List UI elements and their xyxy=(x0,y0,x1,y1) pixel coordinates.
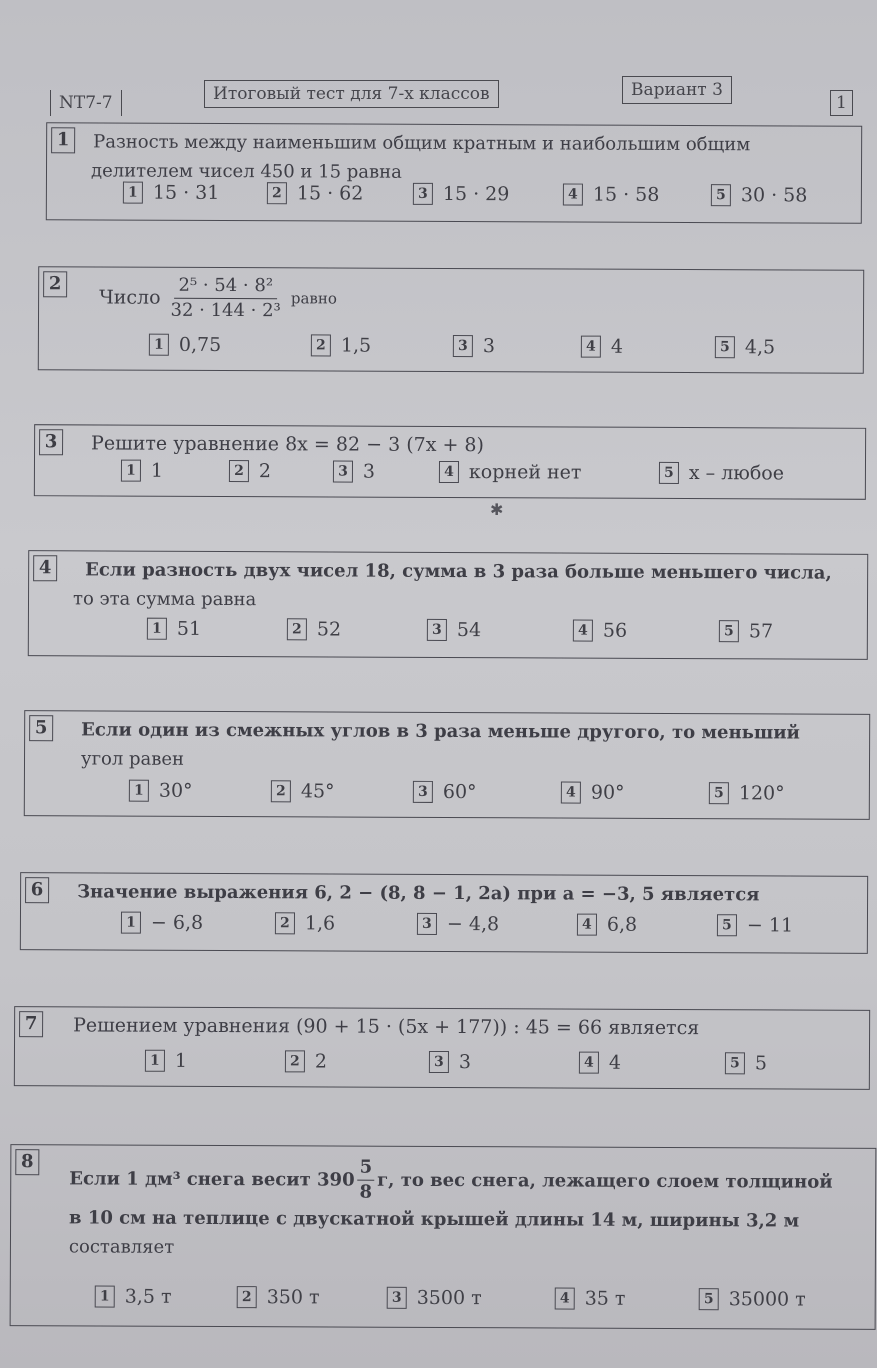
option-value: 15 · 62 xyxy=(296,182,364,205)
option-value: 5 xyxy=(754,1052,768,1075)
fraction-denominator: 8 xyxy=(359,1181,373,1203)
option-number: 3 xyxy=(333,460,353,482)
question-number: 3 xyxy=(39,429,63,455)
answer-options xyxy=(39,333,863,367)
question-5 xyxy=(24,710,870,820)
ink-smudge: ✱ xyxy=(490,500,504,519)
option-value: 2 xyxy=(258,460,272,483)
answer-option-1[interactable] xyxy=(129,780,193,802)
answer-option-2[interactable] xyxy=(271,780,335,802)
answer-option-2[interactable] xyxy=(287,618,341,640)
option-value: − 4,8 xyxy=(446,913,500,936)
question-text-line: угол равен xyxy=(80,748,185,770)
question-6 xyxy=(20,872,868,954)
answer-option-5[interactable] xyxy=(717,914,793,936)
answer-option-3[interactable] xyxy=(387,1287,482,1309)
option-value: 2 xyxy=(314,1050,328,1073)
answer-option-1[interactable] xyxy=(121,460,163,482)
option-value: 51 xyxy=(176,617,202,640)
option-number: 3 xyxy=(427,619,447,641)
answer-option-2[interactable] xyxy=(237,1286,320,1308)
question-number: 6 xyxy=(25,877,49,903)
answer-option-5[interactable] xyxy=(709,782,785,804)
answer-options xyxy=(15,1049,869,1083)
question-text xyxy=(91,429,859,461)
question-text-part: г, то вес снега, лежащего слоем толщиной xyxy=(377,1169,833,1193)
question-number: 2 xyxy=(43,271,67,297)
option-value: 90° xyxy=(590,781,625,804)
option-value: 35000 т xyxy=(728,1288,806,1311)
answer-option-1[interactable] xyxy=(149,334,221,356)
question-text-line: делителем чисел 450 и 15 равна xyxy=(90,160,402,183)
option-number: 3 xyxy=(417,913,437,935)
question-number: 7 xyxy=(19,1011,43,1037)
option-number: 4 xyxy=(577,914,597,936)
answer-option-4[interactable] xyxy=(561,781,625,803)
option-number: 5 xyxy=(715,336,735,358)
question-text xyxy=(77,877,861,909)
answer-option-2[interactable] xyxy=(267,182,364,204)
option-value: 15 · 29 xyxy=(442,182,510,206)
question-text xyxy=(72,555,861,616)
question-text-part: Если 1 дм³ снега весит 390 xyxy=(69,1167,355,1191)
test-title: Итоговый тест для 7-х классов xyxy=(204,80,499,108)
option-number: 3 xyxy=(453,335,473,357)
option-value: 1 xyxy=(174,1049,188,1072)
option-value: 60° xyxy=(442,780,477,804)
answer-option-5[interactable] xyxy=(719,620,773,642)
answer-option-4[interactable] xyxy=(577,914,637,936)
question-text-line: то эта сумма равна xyxy=(72,588,257,611)
option-value: 15 · 31 xyxy=(152,181,220,204)
option-number: 5 xyxy=(709,782,729,804)
answer-option-2[interactable] xyxy=(311,334,371,356)
answer-options xyxy=(35,459,865,493)
question-text-line: составляет xyxy=(68,1236,175,1258)
question-3 xyxy=(34,424,866,500)
option-number: 2 xyxy=(271,780,291,802)
option-number: 5 xyxy=(711,184,731,206)
option-value: − 11 xyxy=(746,914,794,937)
option-value: 4 xyxy=(608,1051,622,1074)
answer-options xyxy=(21,911,867,945)
option-value: 4 xyxy=(610,335,624,358)
option-number: 1 xyxy=(129,780,149,802)
answer-option-4[interactable] xyxy=(563,183,660,205)
question-number: 8 xyxy=(15,1149,39,1175)
answer-option-4[interactable] xyxy=(555,1287,626,1309)
answer-option-1[interactable] xyxy=(123,182,220,204)
option-number: 4 xyxy=(439,461,459,483)
fraction-numerator: 2⁵ · 54 · 8² xyxy=(174,274,277,299)
answer-option-5[interactable] xyxy=(699,1288,806,1310)
option-number: 1 xyxy=(147,618,167,640)
option-number: 3 xyxy=(429,1051,449,1073)
answer-option-1[interactable] xyxy=(145,1050,187,1072)
question-text-line: Если один из смежных углов в 3 раза меньше другого, то меньший xyxy=(81,719,800,744)
option-value: − 6,8 xyxy=(150,911,204,934)
question-4 xyxy=(28,550,868,660)
question-text-line: Решите уравнение 8x = 82 − 3 (7x + 8) xyxy=(91,432,484,457)
option-number: 3 xyxy=(413,183,433,205)
option-value: 3 xyxy=(362,460,376,483)
fraction-numerator: 5 xyxy=(358,1155,375,1180)
question-text-line: в 10 см на теплице с двускатной крышей длины 14 м, ширины 3,2 м xyxy=(69,1207,800,1232)
question-text xyxy=(69,1153,869,1264)
question-text xyxy=(73,1011,863,1043)
question-text-line: Разность между наименьшим общим кратным и наибольшим общим xyxy=(93,131,751,156)
option-value: 15 · 58 xyxy=(592,183,660,206)
question-suffix: равно xyxy=(290,289,337,308)
answer-option-3[interactable] xyxy=(427,619,481,641)
option-value: корней нет xyxy=(468,461,582,484)
option-number: 2 xyxy=(267,182,287,204)
option-number: 2 xyxy=(237,1286,257,1308)
option-number: 5 xyxy=(719,620,739,642)
option-number: 1 xyxy=(121,460,141,482)
option-value: 120° xyxy=(738,782,785,805)
answer-option-2[interactable] xyxy=(229,460,271,482)
answer-options xyxy=(47,181,861,215)
option-value: 6,8 xyxy=(606,913,638,936)
option-value: 3 xyxy=(482,335,496,358)
question-text-line: Если разность двух чисел 18, сумма в 3 раза больше меньшего числа, xyxy=(85,559,832,584)
answer-option-2[interactable] xyxy=(275,912,335,934)
answer-options xyxy=(25,779,869,813)
answer-option-1[interactable] xyxy=(121,912,203,934)
option-number: 5 xyxy=(725,1052,745,1074)
question-prefix: Число xyxy=(99,286,161,309)
question-text-line xyxy=(69,1153,869,1206)
option-value: 52 xyxy=(316,618,342,641)
test-header xyxy=(0,76,877,116)
answer-option-3[interactable] xyxy=(417,913,499,935)
answer-option-3[interactable] xyxy=(413,183,510,205)
variant-label: Вариант 3 xyxy=(622,76,732,104)
answer-option-1[interactable] xyxy=(147,618,201,640)
option-number: 1 xyxy=(145,1050,165,1072)
option-number: 2 xyxy=(285,1050,305,1072)
option-value: 3,5 т xyxy=(124,1285,172,1308)
option-value: 35 т xyxy=(584,1287,626,1310)
question-number: 4 xyxy=(33,555,57,581)
answer-option-1[interactable] xyxy=(95,1285,172,1307)
option-value: 4,5 xyxy=(744,336,776,359)
question-text xyxy=(90,127,855,188)
option-number: 3 xyxy=(387,1287,407,1309)
option-number: 2 xyxy=(275,912,295,934)
fraction xyxy=(358,1155,375,1204)
answer-option-2[interactable] xyxy=(285,1050,327,1072)
answer-option-3[interactable] xyxy=(453,335,495,357)
option-number: 3 xyxy=(413,781,433,803)
question-7 xyxy=(14,1006,870,1090)
answer-option-4[interactable] xyxy=(579,1052,621,1074)
question-2 xyxy=(38,266,864,374)
question-8 xyxy=(10,1144,877,1330)
option-value: 1,5 xyxy=(340,334,372,357)
option-value: 3500 т xyxy=(416,1286,482,1310)
answer-option-4[interactable] xyxy=(581,336,623,358)
test-code xyxy=(50,90,122,116)
option-number: 5 xyxy=(717,914,737,936)
page-number: 1 xyxy=(830,90,853,116)
answer-option-5[interactable] xyxy=(715,336,775,358)
option-number: 4 xyxy=(561,781,581,803)
answer-option-3[interactable] xyxy=(333,460,375,482)
answer-option-4[interactable] xyxy=(573,620,627,642)
option-value: 350 т xyxy=(266,1286,320,1309)
option-value: 57 xyxy=(748,620,774,643)
test-code-label: NT7-7 xyxy=(59,93,113,113)
option-number: 2 xyxy=(287,618,307,640)
option-number: 1 xyxy=(123,182,143,204)
answer-option-5[interactable] xyxy=(725,1052,767,1074)
option-number: 4 xyxy=(581,336,601,358)
option-number: 2 xyxy=(229,460,249,482)
option-number: 4 xyxy=(573,620,593,642)
answer-options xyxy=(29,617,867,651)
answer-option-4[interactable] xyxy=(439,461,582,484)
option-number: 4 xyxy=(555,1287,575,1309)
option-number: 1 xyxy=(95,1285,115,1307)
option-value: 45° xyxy=(300,780,335,803)
option-number: 4 xyxy=(579,1052,599,1074)
option-number: 1 xyxy=(121,912,141,934)
answer-option-3[interactable] xyxy=(413,781,477,803)
question-text xyxy=(99,273,857,325)
option-number: 5 xyxy=(699,1288,719,1310)
fraction-denominator: 32 · 144 · 2³ xyxy=(170,299,281,322)
question-number: 5 xyxy=(29,715,53,741)
option-value: 30° xyxy=(158,779,193,802)
option-value: 3 xyxy=(458,1051,472,1074)
option-number: 4 xyxy=(563,183,583,205)
fraction xyxy=(166,274,284,324)
option-number: 5 xyxy=(659,462,679,484)
question-text-line: Решением уравнения (90 + 15 · (5x + 177)) : 45 = 66 является xyxy=(73,1014,700,1040)
option-value: 30 · 58 xyxy=(740,184,808,207)
option-value: 54 xyxy=(456,619,482,642)
option-number: 2 xyxy=(311,334,331,356)
option-value: 56 xyxy=(602,619,628,642)
option-number: 1 xyxy=(149,334,169,356)
option-value: 0,75 xyxy=(178,333,222,356)
answer-option-5[interactable] xyxy=(659,462,784,485)
answer-option-5[interactable] xyxy=(711,184,808,206)
answer-option-3[interactable] xyxy=(429,1051,471,1073)
question-text xyxy=(81,715,863,776)
answer-options xyxy=(11,1285,875,1319)
option-value: x – любое xyxy=(688,462,785,485)
question-number: 1 xyxy=(51,127,75,153)
question-1 xyxy=(46,122,862,224)
question-text-line: Значение выражения 6, 2 − (8, 8 − 1, 2a) при a = −3, 5 является xyxy=(77,881,760,906)
option-value: 1 xyxy=(150,459,164,482)
option-value: 1,6 xyxy=(304,912,336,935)
